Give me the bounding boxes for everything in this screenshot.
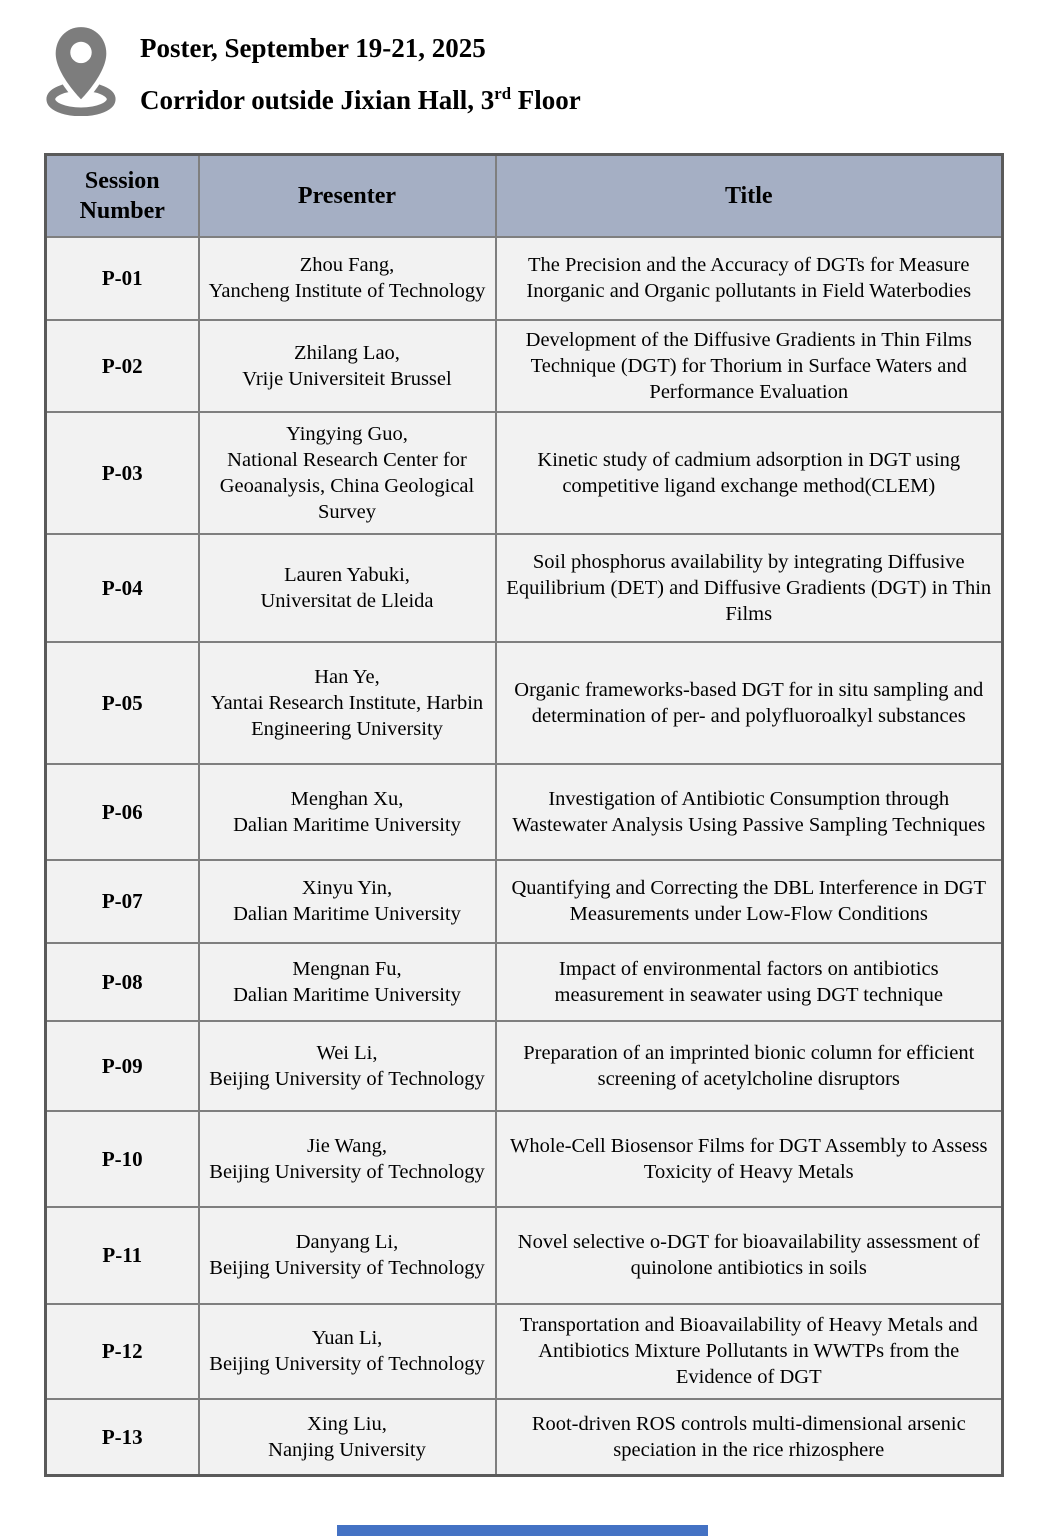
footer-accent-bar: [337, 1525, 708, 1536]
col-header-title: Title: [496, 155, 1003, 237]
presenter-name: Xinyu Yin,: [301, 877, 393, 899]
table-row: [46, 1111, 1003, 1207]
presenter-cell: [199, 642, 496, 764]
table-row: [46, 1207, 1003, 1304]
presenter-affiliation: Beijing University of Technology: [209, 1353, 485, 1375]
session-number-cell: P-03: [46, 412, 199, 534]
presenter-name: Yingying Guo,: [286, 422, 408, 445]
presenter-affiliation: Beijing University of Technology: [209, 1257, 485, 1279]
table-header-row: [46, 155, 1003, 237]
presenter-affiliation: Yantai Research Institute, Harbin Engineering University: [210, 691, 484, 740]
title-cell: Soil phosphorus availability by integrating Diffusive Equilibrium (DET) and Diffusive Gradients (DGT) in Thin Films: [496, 534, 1003, 642]
presenter-name: Han Ye,: [314, 665, 380, 688]
presenter-cell: [199, 1304, 496, 1399]
location-pin-icon: [44, 24, 118, 116]
presenter-affiliation: Universitat de Lleida: [260, 589, 434, 612]
presenter-name: Wei Li,: [316, 1041, 378, 1064]
session-number-cell: P-05: [46, 642, 199, 764]
session-number-cell: P-12: [46, 1304, 199, 1399]
table-row: [46, 1021, 1003, 1111]
session-number-cell: P-07: [46, 860, 199, 943]
presenter-cell: [199, 534, 496, 642]
session-number-cell: P-02: [46, 320, 199, 412]
table-row: [46, 764, 1003, 860]
presenter-affiliation: Dalian Maritime University: [233, 903, 461, 925]
event-date-line: Poster, September 19-21, 2025: [140, 33, 486, 63]
session-number-cell: P-08: [46, 943, 199, 1021]
col-header-session-number: Session Number: [46, 155, 199, 237]
presenter-cell: [199, 764, 496, 860]
presenter-cell: [199, 1399, 496, 1476]
ordinal-superscript: rd: [494, 84, 512, 103]
presenter-affiliation: Dalian Maritime University: [233, 983, 461, 1006]
presenter-cell: [199, 1207, 496, 1304]
table-body: [46, 237, 1003, 1476]
session-number-cell: P-04: [46, 534, 199, 642]
location-text: Corridor outside Jixian Hall, 3: [140, 85, 495, 115]
title-cell: Novel selective o-DGT for bioavailability assessment of quinolone antibiotics in soils: [496, 1207, 1003, 1304]
presenter-affiliation: Dalian Maritime University: [233, 813, 461, 836]
title-cell: Root-driven ROS controls multi-dimensional arsenic speciation in the rice rhizosphere: [496, 1399, 1003, 1476]
presenter-cell: [199, 860, 496, 943]
presenter-name: Xing Liu,: [307, 1412, 387, 1435]
session-number-cell: P-10: [46, 1111, 199, 1207]
presenter-affiliation: National Research Center for Geoanalysis, China Geological Survey: [219, 448, 475, 523]
presenter-affiliation: Yancheng Institute of Technology: [208, 280, 486, 302]
presenter-affiliation: Beijing University of Technology: [209, 1160, 485, 1183]
event-location-line: [140, 83, 581, 117]
table-row: [46, 1304, 1003, 1399]
presenter-name: Mengnan Fu,: [292, 957, 402, 980]
location-text-suffix: Floor: [511, 85, 581, 115]
presenter-cell: [199, 1021, 496, 1111]
session-number-cell: P-01: [46, 237, 199, 320]
presenter-name: Zhilang Lao,: [294, 341, 400, 364]
session-number-cell: P-06: [46, 764, 199, 860]
table-row: [46, 237, 1003, 320]
table-row: [46, 320, 1003, 412]
session-number-cell: P-11: [46, 1207, 199, 1304]
presenter-name: Jie Wang,: [307, 1134, 387, 1157]
presenter-cell: [199, 943, 496, 1021]
session-number-cell: P-09: [46, 1021, 199, 1111]
title-cell: Investigation of Antibiotic Consumption through Wastewater Analysis Using Passive Sampling Techniques: [496, 764, 1003, 860]
presenter-affiliation: Beijing University of Technology: [209, 1067, 485, 1090]
poster-session-table: [44, 153, 1004, 1477]
page-header: [44, 24, 1044, 117]
presenter-cell: [199, 237, 496, 320]
presenter-name: Yuan Li,: [311, 1327, 383, 1349]
table-row: [46, 1399, 1003, 1476]
title-cell: Preparation of an imprinted bionic column for efficient screening of acetylcholine disruptors: [496, 1021, 1003, 1111]
table-row: [46, 642, 1003, 764]
table-row: [46, 534, 1003, 642]
title-cell: Transportation and Bioavailability of Heavy Metals and Antibiotics Mixture Pollutants in WWTPs from the Evidence of DGT: [496, 1304, 1003, 1399]
title-cell: Impact of environmental factors on antibiotics measurement in seawater using DGT technique: [496, 943, 1003, 1021]
presenter-name: Danyang Li,: [295, 1231, 399, 1253]
table-row: [46, 412, 1003, 534]
presenter-affiliation: Vrije Universiteit Brussel: [242, 367, 452, 390]
table-row: [46, 943, 1003, 1021]
presenter-cell: [199, 1111, 496, 1207]
title-cell: Quantifying and Correcting the DBL Interference in DGT Measurements under Low-Flow Conditions: [496, 860, 1003, 943]
table-row: [46, 860, 1003, 943]
title-cell: Kinetic study of cadmium adsorption in DGT using competitive ligand exchange method(CLEM): [496, 412, 1003, 534]
presenter-name: Zhou Fang,: [299, 254, 395, 276]
presenter-affiliation: Nanjing University: [268, 1438, 426, 1461]
title-cell: Whole-Cell Biosensor Films for DGT Assembly to Assess Toxicity of Heavy Metals: [496, 1111, 1003, 1207]
title-cell: Organic frameworks-based DGT for in situ sampling and determination of per- and polyfluoroalkyl substances: [496, 642, 1003, 764]
title-cell: The Precision and the Accuracy of DGTs for Measure Inorganic and Organic pollutants in Field Waterbodies: [496, 237, 1003, 320]
presenter-name: Lauren Yabuki,: [284, 563, 410, 586]
header-text-block: [140, 24, 581, 117]
title-cell: Development of the Diffusive Gradients in Thin Films Technique (DGT) for Thorium in Surface Waters and Performance Evaluation: [496, 320, 1003, 412]
presenter-name: Menghan Xu,: [290, 787, 404, 810]
presenter-cell: [199, 320, 496, 412]
presenter-cell: [199, 412, 496, 534]
col-header-presenter: Presenter: [199, 155, 496, 237]
session-number-cell: P-13: [46, 1399, 199, 1476]
